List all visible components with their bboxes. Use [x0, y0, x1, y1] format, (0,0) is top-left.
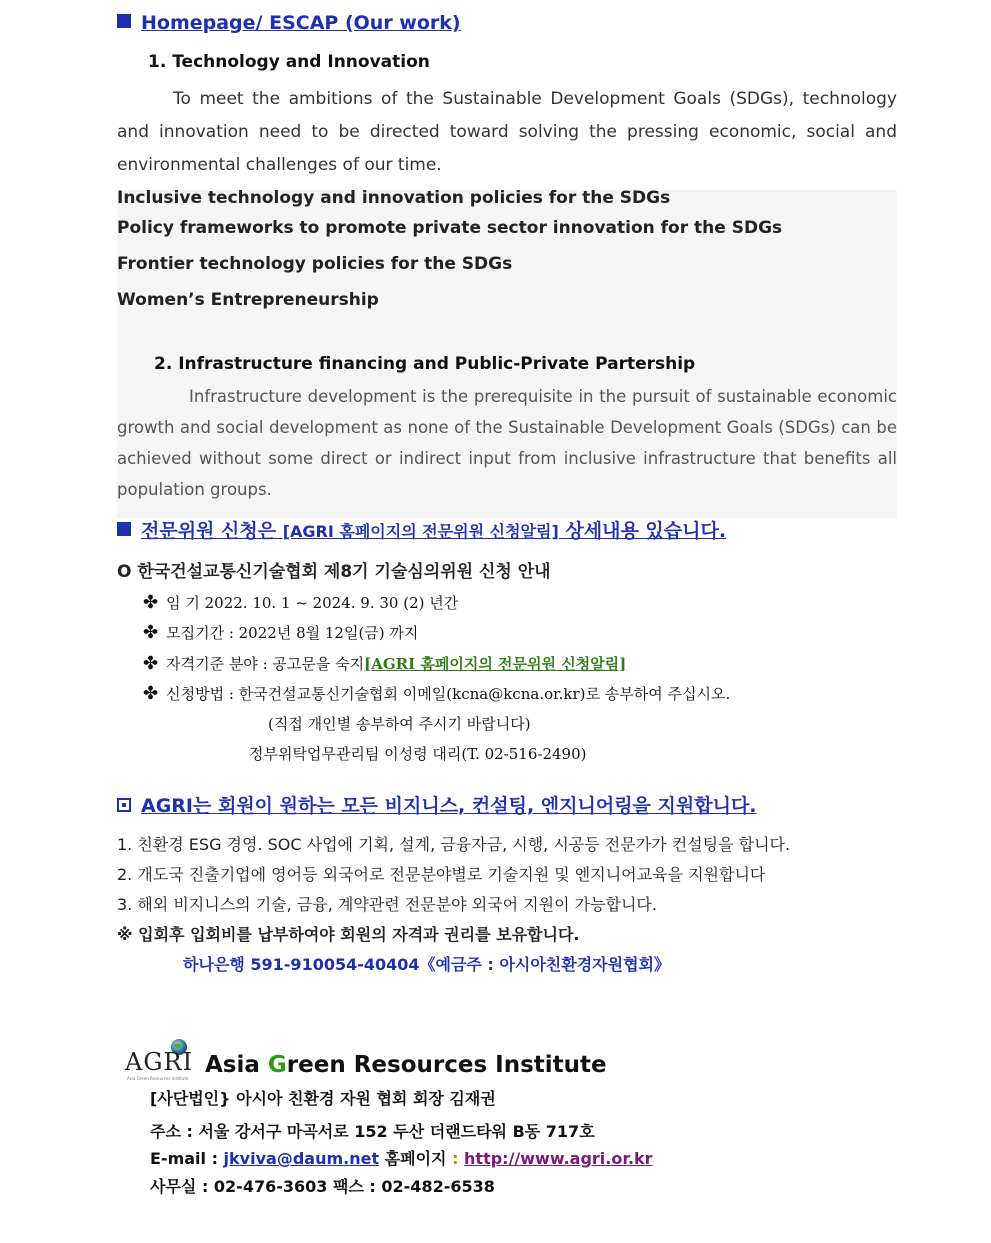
agri-logo	[125, 1038, 194, 1082]
section-header-escap	[117, 12, 461, 34]
notice-text: 모집기간 : 2022년 8월 12일(금) 까지	[166, 624, 419, 642]
boxed-square-icon	[117, 798, 131, 812]
institute-name	[205, 1052, 607, 1078]
club-bullet-icon: ✤	[143, 592, 159, 613]
notice-line-direct: (직접 개인별 송부하여 주시기 바랍니다)	[268, 715, 531, 733]
paragraph-technology: To meet the ambitions of the Sustainable Development Goals (SDGs), technology and innovation need to be directed toward solving the pressing economic, social and environmental challenges of our time.	[117, 89, 897, 175]
list-item: Women’s Entrepreneurship	[117, 290, 379, 310]
list-item: 3. 해외 비지니스의 기술, 금융, 계약관련 전문분야 외국어 지원이 가능합니다.	[117, 895, 657, 914]
notice-line-period	[143, 622, 418, 643]
homepage-link[interactable]: http://www.agri.or.kr	[464, 1149, 653, 1168]
header-text-pre: 전문위원 신청은	[141, 520, 283, 542]
notice-text: 자격기준 분야 : 공고문을 숙지	[166, 655, 365, 673]
paragraph-infrastructure: Infrastructure development is the prerequisite in the pursuit of sustainable economic growth and social development as none of the Sustainable Development Goals (SDGs) can be achieved without some direct or indirect input from inclusive infrastructure that benefits all population groups.	[117, 387, 897, 499]
list-item: Frontier technology policies for the SDGs	[117, 254, 513, 274]
club-bullet-icon: ✤	[143, 653, 159, 674]
section-header-text: Homepage/ ESCAP (Our work)	[141, 12, 461, 34]
title-part: reen Resources Institute	[286, 1052, 607, 1078]
title-part: Asia	[205, 1052, 268, 1078]
email-label: E-mail :	[150, 1149, 224, 1168]
square-bullet-icon	[117, 522, 131, 536]
notice-title: O 한국건설교통신기술협회 제8기 기술심의위원 신청 안내	[117, 562, 551, 582]
list-item: Inclusive technology and innovation policies for the SDGs	[117, 188, 671, 208]
subheading-infrastructure: 2. Infrastructure financing and Public-Private Partership	[154, 354, 696, 374]
notice-line-method	[143, 683, 730, 704]
bank-account: 하나은행 591-910054-40404《예금주 : 아시아친환경자원협회》	[183, 955, 671, 974]
homepage-colon: :	[452, 1149, 465, 1168]
notice-text: 신청방법 : 한국건설교통신기술협회 이메일(kcna@kcna.or.kr)로 송부하여 주십시오.	[166, 685, 731, 703]
section-header-support	[117, 791, 757, 818]
list-item: 1. 친환경 ESG 경영. SOC 사업에 기획, 설계, 금융자금, 시행, 시공등 전문가가 컨설팅을 합니다.	[117, 835, 791, 854]
logo-tagline: Asia Green Resources Institute	[127, 1076, 189, 1081]
agri-expert-notice-link[interactable]: [AGRI 홈페이지의 전문위원 신청알림]	[364, 655, 627, 673]
membership-note: ※ 입회후 입회비를 납부하여야 회원의 자격과 권리를 보유합니다.	[117, 925, 580, 944]
section-header-text: AGRI는 회원이 원하는 모든 비지니스, 컨설팅, 엔지니어링을 지원합니다.	[141, 795, 757, 817]
notice-text: 임 기 2022. 10. 1 ~ 2024. 9. 30 (2) 년간	[166, 594, 459, 612]
header-text-post: 상세내용 있습니다.	[558, 520, 727, 542]
office-phone: 사무실 : 02-476-3603 팩스 : 02-482-6538	[150, 1177, 495, 1196]
notice-line-qualification	[143, 653, 626, 674]
contact-line	[150, 1146, 653, 1169]
square-bullet-icon	[117, 14, 131, 28]
email-link[interactable]: jkviva@daum.net	[223, 1149, 380, 1168]
notice-line-term	[143, 592, 458, 613]
logo-wordmark: AGRI	[125, 1048, 194, 1076]
homepage-label: 홈페이지	[379, 1149, 453, 1168]
subheading-technology: 1. Technology and Innovation	[148, 52, 430, 72]
section-header-expert	[117, 516, 726, 543]
list-item: 2. 개도국 진출기업에 영어등 외국어로 전문분야별로 기술지원 및 엔지니어교육을 지원합니다	[117, 865, 766, 884]
org-name: [사단법인} 아시아 친환경 자원 협회 회장 김재권	[150, 1089, 496, 1108]
header-text-bracket: [AGRI 홈페이지의 전문위원 신청알림]	[282, 522, 559, 541]
club-bullet-icon: ✤	[143, 683, 159, 704]
notice-line-contact: 정부위탁업무관리팀 이성령 대리(T. 02-516-2490)	[249, 745, 587, 763]
list-item: Policy frameworks to promote private sector innovation for the SDGs	[117, 218, 783, 238]
club-bullet-icon: ✤	[143, 622, 159, 643]
address: 주소 : 서울 강서구 마곡서로 152 두산 더랜드타워 B동 717호	[150, 1122, 595, 1141]
title-green-letter: G	[267, 1052, 287, 1078]
